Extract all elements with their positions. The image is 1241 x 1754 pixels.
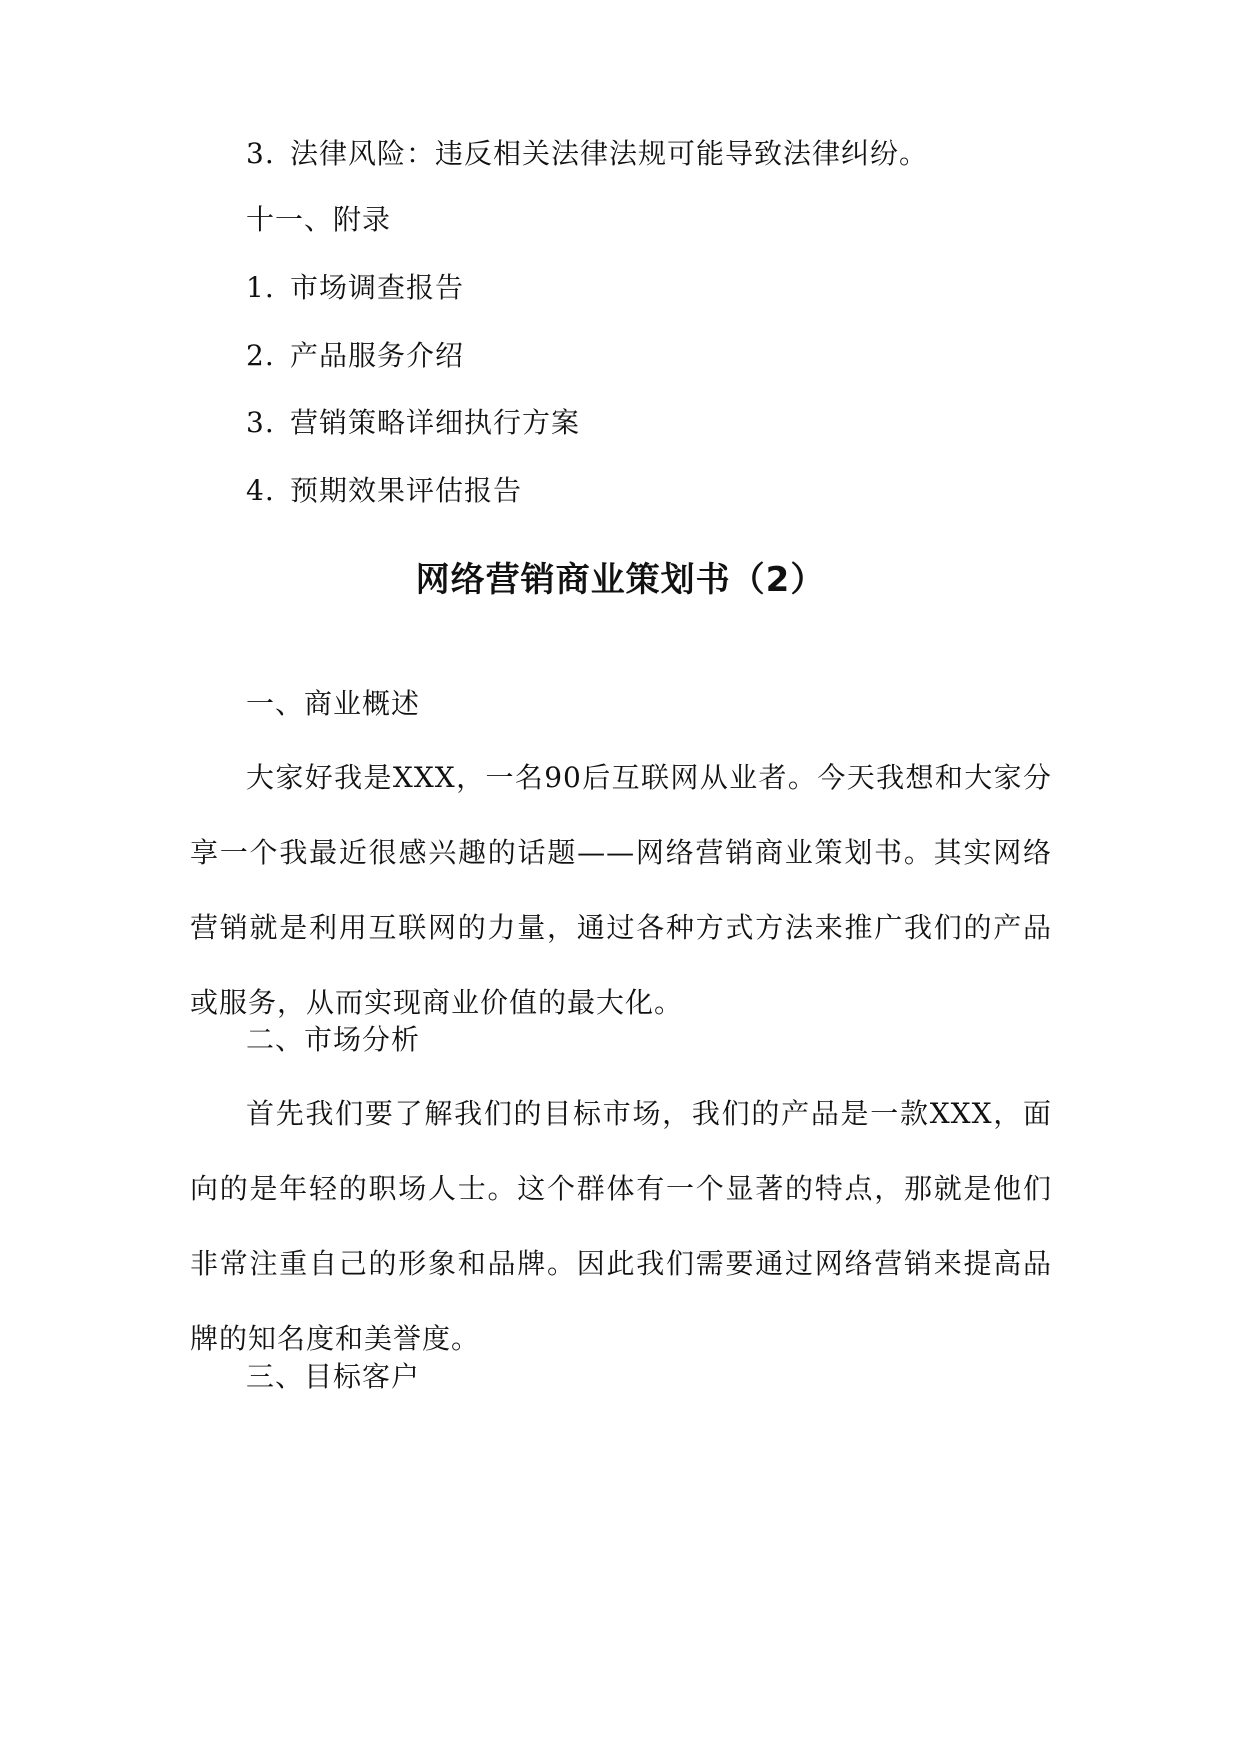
appendix-item	[246, 336, 464, 376]
list-text: 法律风险：违反相关法律法规可能导致法律纠纷。	[290, 137, 929, 170]
appendix-heading: 十一、附录	[246, 203, 392, 236]
appendix-item	[246, 403, 580, 443]
list-number: 4.	[246, 474, 275, 507]
appendix-item	[246, 268, 464, 308]
list-item-legal-risk	[246, 134, 928, 174]
list-number: 3.	[246, 137, 275, 170]
list-text: 产品服务介绍	[290, 339, 465, 372]
list-number: 1.	[246, 271, 275, 304]
list-number: 3.	[246, 406, 275, 439]
section-paragraph: 大家好我是XXX，一名90后互联网从业者。今天我想和大家分享一个我最近很感兴趣的话题——网络营销商业策划书。其实网络营销就是利用互联网的力量，通过各种方式方法来推广我们的产品或服务，从而实现商业价值的最大化。	[190, 761, 1052, 1019]
list-number: 2.	[246, 339, 275, 372]
section-paragraph: 首先我们要了解我们的目标市场，我们的产品是一款XXX，面向的是年轻的职场人士。这个群体有一个显著的特点，那就是他们非常注重自己的形象和品牌。因此我们需要通过网络营销来提高品牌的知名度和美誉度。	[190, 1097, 1052, 1355]
document-title: 网络营销商业策划书（2）	[415, 560, 826, 600]
list-text: 预期效果评估报告	[290, 474, 523, 507]
section-heading: 三、目标客户	[246, 1360, 421, 1393]
list-text: 市场调查报告	[290, 271, 465, 304]
section-heading: 一、商业概述	[246, 687, 421, 720]
section-heading: 二、市场分析	[246, 1023, 421, 1056]
appendix-item	[246, 471, 522, 511]
list-text: 营销策略详细执行方案	[290, 406, 581, 439]
